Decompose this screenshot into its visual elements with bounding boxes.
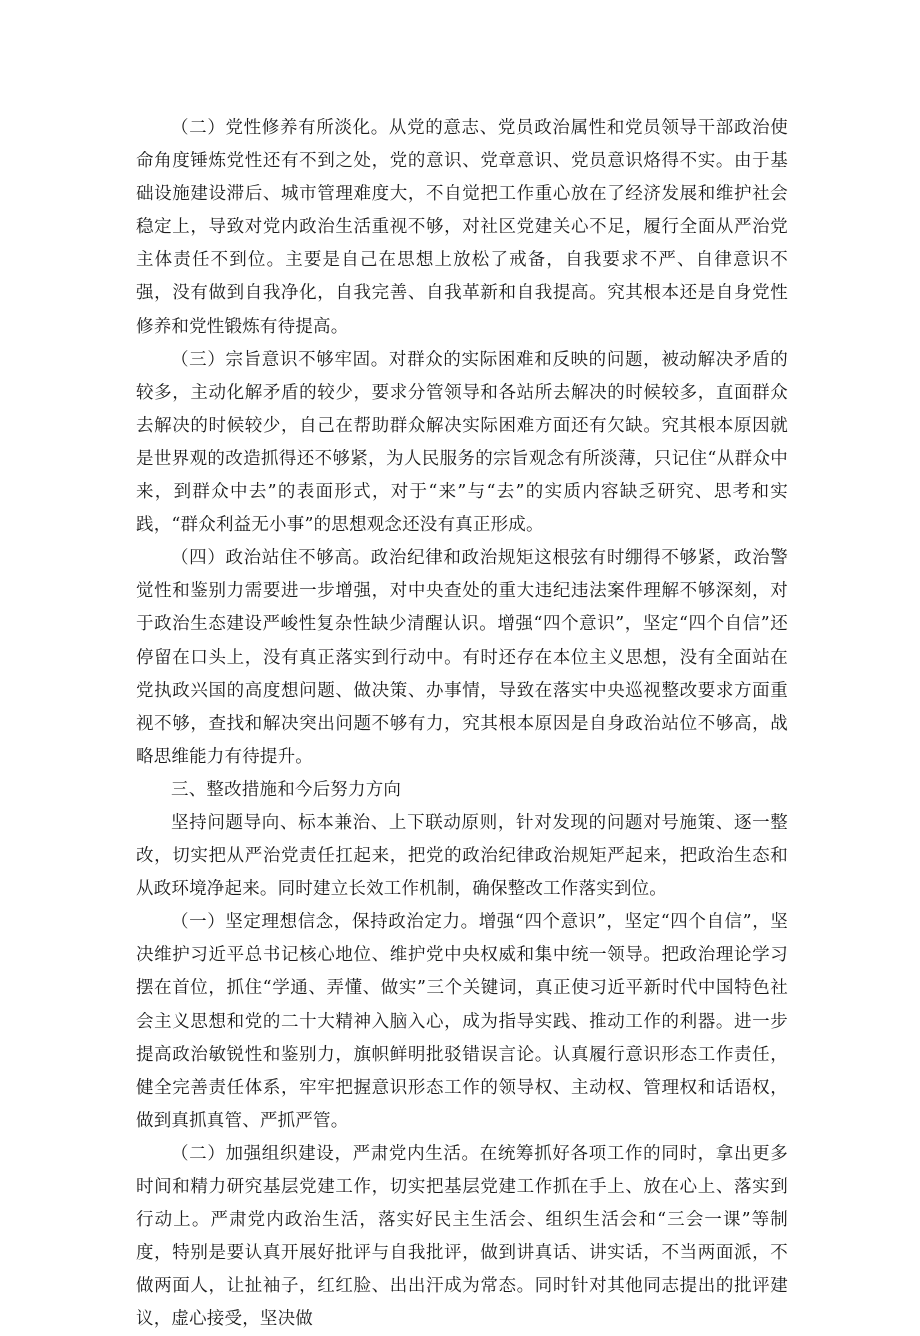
- paragraph-ideals-beliefs: （一）坚定理想信念，保持政治定力。增强“四个意识”，坚定“四个自信”，坚决维护习近平总书记核心地位、维护党中央权威和集中统一领导。把政治理论学习摆在首位，抓住“学通、弄懂、做实”三个关键词，真正使习近平新时代中国特色社会主义思想和党的二十大精神入脑入心，成为指导实践、推动工作的利器。进一步提高政治敏锐性和鉴别力，旗帜鲜明批驳错误言论。认真履行意识形态工作责任，健全完善责任体系，牢牢把握意识形态工作的领导权、主动权、管理权和话语权，做到真抓真管、严抓严管。: [136, 912, 788, 1131]
- paragraph-organization-building: （二）加强组织建设，严肃党内生活。在统筹抓好各项工作的同时，拿出更多时间和精力研究基层党建工作，切实把基层党建工作抓在手上、放在心上、落实到行动上。严肃党内政治生活，落实好民主生活会、组织生活会和“三会一课”等制度，特别是要认真开展好批评与自我批评，做到讲真话、讲实话，不当两面派，不做两面人，让扯袖子，红红脸、出出汗成为常态。同时针对其他同志提出的批评建议，虚心接受，坚决做: [136, 1143, 788, 1330]
- paragraph-rectification-intro: 坚持问题导向、标本兼治、上下联动原则，针对发现的问题对号施策、逐一整改，切实把从严治党责任扛起来，把党的政治纪律政治规矩严起来，把政治生态和从政环境净起来。同时建立长效工作机制，确保整改工作落实到位。: [136, 812, 788, 900]
- paragraph-purpose-awareness: （三）宗旨意识不够牢固。对群众的实际困难和反映的问题，被动解决矛盾的较多，主动化解矛盾的较少，要求分管领导和各站所去解决的时候较多，直面群众去解决的时候较少，自己在帮助群众解决实际困难方面还有欠缺。究其根本原因就是世界观的改造抓得还不够紧，为人民服务的宗旨观念有所淡薄，只记住“从群众中来，到群众中去”的表面形式，对于“来”与“去”的实质内容缺乏研究、思考和实践，“群众利益无小事”的思想观念还没有真正形成。: [136, 349, 788, 536]
- paragraph-party-spirit: （二）党性修养有所淡化。从党的意志、党员政治属性和党员领导干部政治使命角度锤炼党性还有不到之处，党的意识、党章意识、党员意识烙得不实。由于基础设施建设滞后、城市管理难度大，不自觉把工作重心放在了经济发展和维护社会稳定上，导致对党内政治生活重视不够，对社区党建关心不足，履行全面从严治党主体责任不到位。主要是自己在思想上放松了戒备，自我要求不严、自律意识不强，没有做到自我净化，自我完善、自我革新和自我提高。究其根本还是自身党性修养和党性锻炼有待提高。: [136, 118, 788, 337]
- document-body: [136, 112, 788, 1336]
- section-heading-rectification: 三、整改措施和今后努力方向: [171, 779, 402, 800]
- paragraph-political-stance: （四）政治站住不够高。政治纪律和政治规矩这根弦有时绷得不够紧，政治警觉性和鉴别力需要进一步增强，对中央查处的重大违纪违法案件理解不够深刻，对于政治生态建设严峻性复杂性缺少清醒认识。增强“四个意识”，坚定“四个自信”还停留在口头上，没有真正落实到行动中。有时还存在本位主义思想，没有全面站在党执政兴国的高度想问题、做决策、办事情，导致在落实中央巡视整改要求方面重视不够，查找和解决突出问题不够有力，究其根本原因是自身政治站位不够高，战略思维能力有待提升。: [136, 548, 788, 767]
